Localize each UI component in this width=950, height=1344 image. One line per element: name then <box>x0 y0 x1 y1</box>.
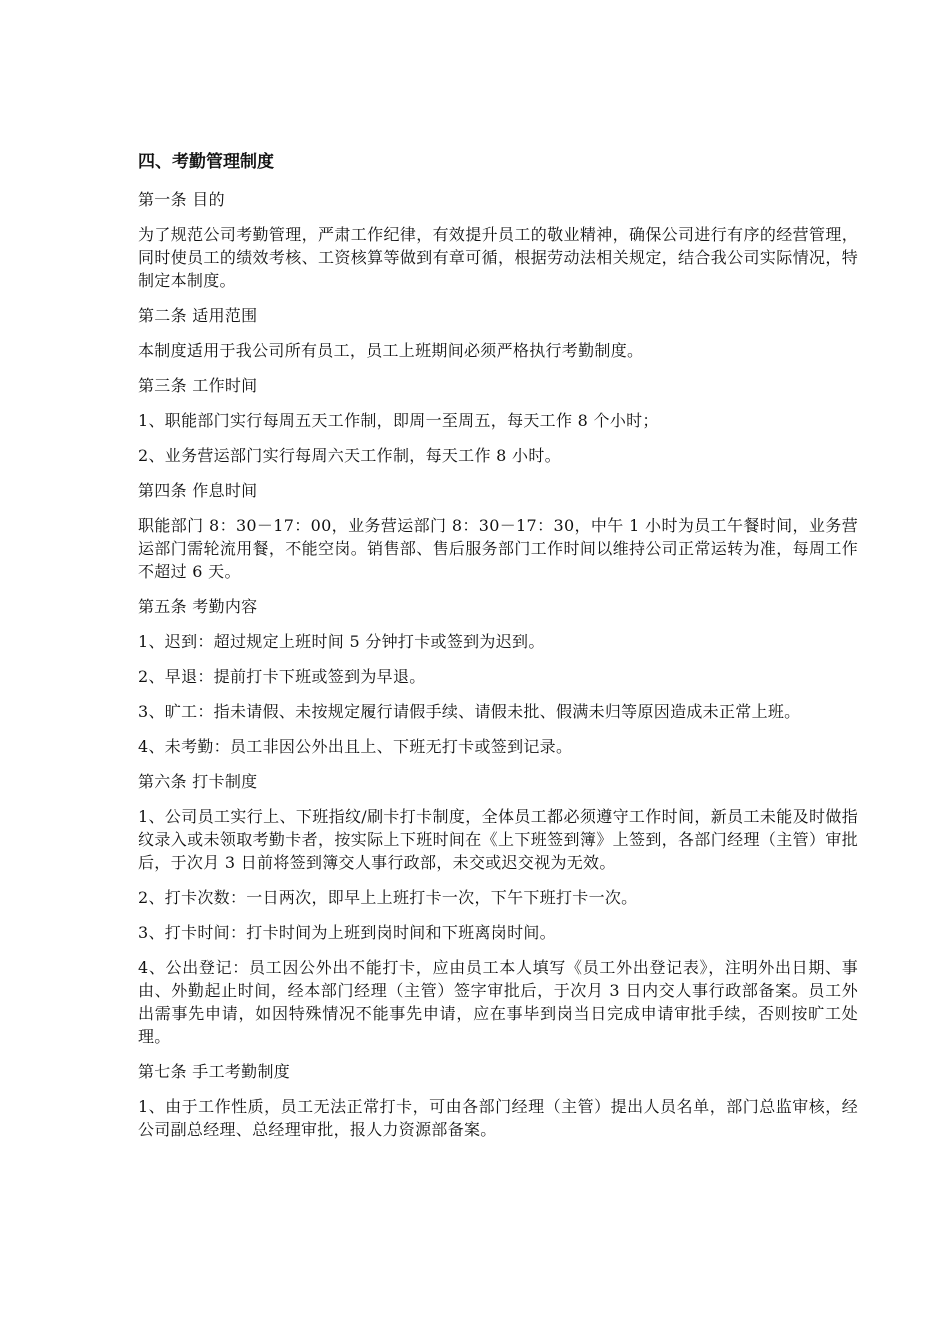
paragraph: 2、早退：提前打卡下班或签到为早退。 <box>138 667 426 686</box>
paragraph: 1、迟到：超过规定上班时间 5 分钟打卡或签到为迟到。 <box>138 632 545 651</box>
paragraph: 1、由于工作性质，员工无法正常打卡，可由各部门经理（主管）提出人员名单，部门总监审核，经公司副总经理、总经理审批，报人力资源部备案。 <box>138 1097 858 1139</box>
paragraph: 2、打卡次数：一日两次，即早上上班打卡一次，下午下班打卡一次。 <box>138 888 638 907</box>
paragraph: 为了规范公司考勤管理，严肃工作纪律，有效提升员工的敬业精神，确保公司进行有序的经营管理，同时使员工的绩效考核、工资核算等做到有章可循，根据劳动法相关规定，结合我公司实际情况，特制定本制度。 <box>138 225 858 290</box>
article-heading: 第一条 目的 <box>138 190 225 209</box>
paragraph: 3、旷工：指未请假、未按规定履行请假手续、请假未批、假满未归等原因造成未正常上班。 <box>138 702 801 721</box>
article-heading: 第二条 适用范围 <box>138 306 258 325</box>
document-body <box>138 188 858 1141</box>
paragraph: 4、未考勤：员工非因公外出且上、下班无打卡或签到记录。 <box>138 737 573 756</box>
section-title: 四、考勤管理制度 <box>138 152 274 172</box>
paragraph: 本制度适用于我公司所有员工，员工上班期间必须严格执行考勤制度。 <box>138 341 644 360</box>
paragraph: 职能部门 8：30－17：00，业务营运部门 8：30－17：30，中午 1 小时为员工午餐时间，业务营运部门需轮流用餐，不能空岗。销售部、售后服务部门工作时间以维持公司正常运转为准，每周工作不超过 6 天。 <box>138 516 858 581</box>
article-heading: 第四条 作息时间 <box>138 481 258 500</box>
paragraph: 1、职能部门实行每周五天工作制，即周一至周五，每天工作 8 个小时； <box>138 411 659 430</box>
document-page <box>138 150 858 1153</box>
article-heading: 第六条 打卡制度 <box>138 772 258 791</box>
article-heading: 第七条 手工考勤制度 <box>138 1062 291 1081</box>
paragraph: 2、业务营运部门实行每周六天工作制，每天工作 8 小时。 <box>138 446 561 465</box>
paragraph: 1、公司员工实行上、下班指纹/刷卡打卡制度，全体员工都必须遵守工作时间，新员工未能及时做指纹录入或未领取考勤卡者，按实际上下班时间在《上下班签到簿》上签到，各部门经理（主管）审批后，于次月 3 日前将签到簿交人事行政部，未交或迟交视为无效。 <box>138 807 858 872</box>
article-heading: 第五条 考勤内容 <box>138 597 258 616</box>
paragraph: 3、打卡时间：打卡时间为上班到岗时间和下班离岗时间。 <box>138 923 556 942</box>
paragraph: 4、公出登记：员工因公外出不能打卡，应由员工本人填写《员工外出登记表》，注明外出日期、事由、外勤起止时间，经本部门经理（主管）签字审批后，于次月 3 日内交人事行政部备案。员工外出需事先申请，如因特殊情况不能事先申请，应在事毕到岗当日完成申请审批手续，否则按旷工处理。 <box>138 958 858 1046</box>
article-heading: 第三条 工作时间 <box>138 376 258 395</box>
